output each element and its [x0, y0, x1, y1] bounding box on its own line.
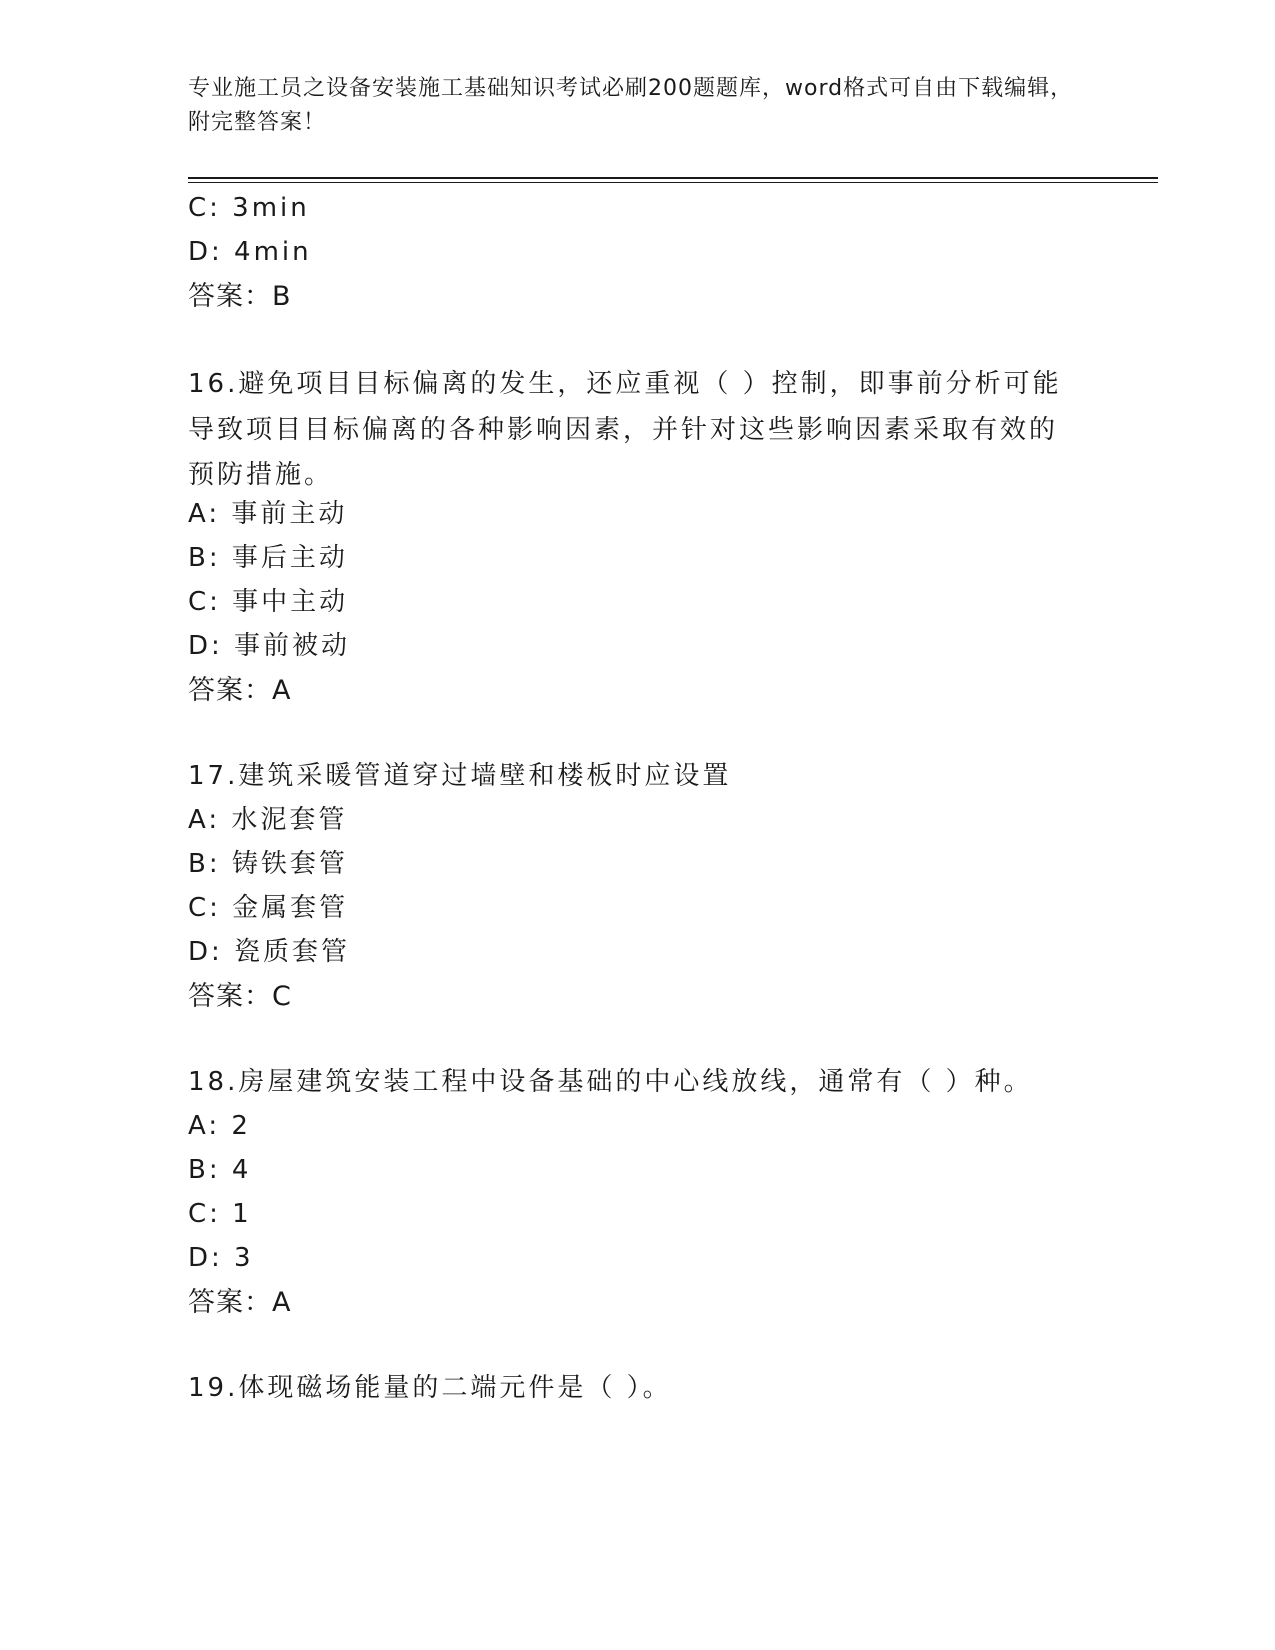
q17-option-d: D: 瓷质套管: [188, 937, 351, 967]
q18-answer: 答案：A: [188, 1287, 292, 1318]
q15-answer: 答案：B: [188, 281, 292, 312]
q16-answer: 答案：A: [188, 675, 292, 706]
q15-option-c: C: 3min: [188, 193, 310, 223]
q15-option-d: D: 4min: [188, 237, 312, 267]
q18-text: 18.房屋建筑安装工程中设备基础的中心线放线，通常有（ ）种。: [188, 1067, 1033, 1097]
q16-text: 16.避免项目目标偏离的发生，还应重视（ ）控制，即事前分析可能导致项目目标偏离的各种影响因素，并针对这些影响因素采取有效的预防措施。: [188, 369, 1062, 490]
q17-option-c: C: 金属套管: [188, 893, 349, 923]
q18-option-c: C: 1: [188, 1199, 252, 1229]
q16-option-b: B: 事后主动: [188, 543, 348, 573]
q18-option-d: D: 3: [188, 1243, 254, 1273]
q18-option-b: B: 4: [188, 1155, 252, 1185]
q17-text: 17.建筑采暖管道穿过墙壁和楼板时应设置: [188, 761, 732, 791]
q18-option-a: A: 2: [188, 1111, 251, 1141]
q17-option-a: A: 水泥套管: [188, 805, 348, 835]
q16-option-d: D: 事前被动: [188, 631, 351, 661]
header-divider-thin: [188, 182, 1158, 183]
q17-answer: 答案：C: [188, 981, 292, 1012]
document-header: 专业施工员之设备安装施工基础知识考试必刷200题题库，word格式可自由下载编辑，附完整答案！: [188, 76, 1074, 135]
q16-option-c: C: 事中主动: [188, 587, 349, 617]
header-divider: [188, 177, 1158, 179]
q16-option-a: A: 事前主动: [188, 499, 348, 529]
q19-text: 19.体现磁场能量的二端元件是（ ）。: [188, 1373, 672, 1403]
q17-option-b: B: 铸铁套管: [188, 849, 348, 879]
